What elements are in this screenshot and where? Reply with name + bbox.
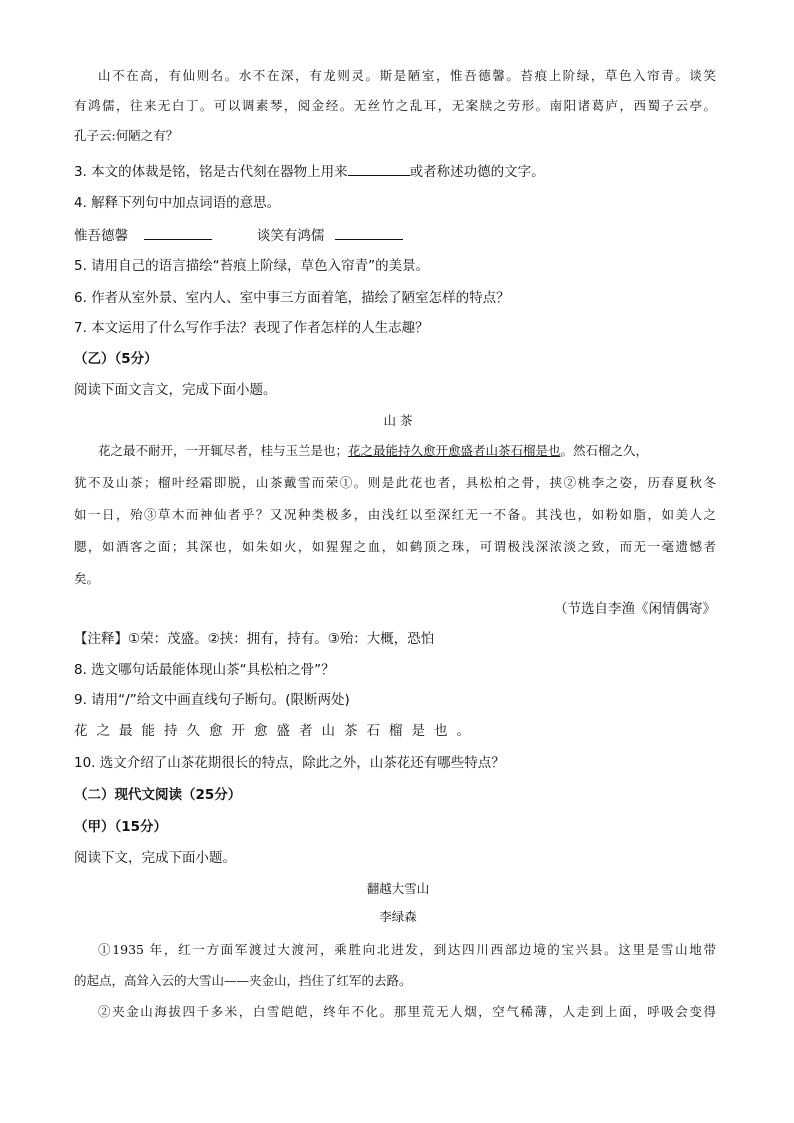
question-3 [74,161,722,182]
question-10: 10. 选文介绍了山茶花期很长的特点，除此之外，山茶花还有哪些特点？ [74,755,505,771]
passage-line-3: 如一日，殆③草木而神仙者乎？又况种类极多，由浅红以至深红无一不备。其浅也，如粉如脂，如美人之 [74,507,716,522]
answer-blank[interactable] [144,225,212,240]
answer-blank[interactable] [335,225,403,240]
question-9: 9. 请用“/”给文中画直线句子断句。(限断两处) [74,692,350,708]
question-6: 6. 作者从室外景、室内人、室中事三方面着笔，描绘了陋室怎样的特点？ [74,290,510,306]
jia-text-line-3: 孔子云:何陋之有？ [74,128,179,143]
passage-line-5: 矣。 [74,571,100,586]
question-4-item-1: 惟吾德馨 [74,228,128,244]
section-yi-instruction: 阅读下面文言文，完成下面小题。 [74,382,277,398]
jia-text-line-2: 有鸿儒，往来无白丁。可以调素琴，阅金经。无丝竹之乱耳，无案牍之劳形。南阳诸葛庐，西蜀子云亭。 [74,98,716,113]
passage-notes: 【注释】①荣：茂盛。②挟：拥有，持有。③殆：大概，恐怕 [74,631,435,647]
passage-line-4: 腮，如酒客之面；其深也，如朱如火，如猩猩之血，如鹤顶之珠，可谓极浅深浓淡之致，而无一毫遗憾者 [74,539,716,554]
section-yi-heading: （乙）（5分） [74,351,158,367]
passage-line-1-c: 。然石榴之久， [560,443,649,458]
question-5: 5. 请用自己的语言描绘“苔痕上阶绿，草色入帘青”的美景。 [74,258,430,274]
question-3-text-before: 3. 本文的体裁是铭，铭是古代刻在器物上用来 [74,164,348,180]
passage-line-1-a: 花之最不耐开，一开辄尽者，桂与玉兰是也； [98,443,349,458]
jia-text-line-1: 山不在高，有仙则名。水不在深，有龙则灵。斯是陋室，惟吾德馨。苔痕上阶绿，草色入帘青。谈笑 [98,68,716,83]
passage-source: （节选自李渔《闲情偶寄》 [554,601,716,617]
question-4: 4. 解释下列句中加点词语的意思。 [74,195,281,211]
article-p1-line-2: 的起点，高耸入云的大雪山——夹金山，挡住了红军的去路。 [74,973,412,988]
article-author: 李绿森 [379,909,417,924]
section-2-heading: （二）现代文阅读（25分） [74,787,242,803]
question-7: 7. 本文运用了什么写作手法？表现了作者怎样的人生志趣？ [74,320,429,336]
question-4-item-2: 谈笑有鸿儒 [256,228,325,244]
passage-line-2: 犹不及山茶；榴叶经霜即脱，山茶戴雪而荣①。则是此花也者，具松柏之骨，挟②桃李之姿，历春夏秋冬 [74,475,716,490]
underlined-sentence: 花之最能持久愈开愈盛者山茶石榴是也 [348,443,561,458]
passage-line-1 [98,441,716,461]
article-p2-line-1: ②夹金山海拔四千多米，白雪皑皑，终年不化。那里荒无人烟，空气稀薄，人走到上面，呼吸会变得 [98,1004,716,1019]
article-title: 翻越大雪山 [366,881,430,896]
question-3-text-after: 或者称述功德的文字。 [409,164,545,180]
question-4-items [74,225,722,246]
question-9-sentence: 花之最能持久愈开愈盛者山茶石榴是也。 [74,723,479,739]
section-2-jia-heading: （甲）（15分） [74,819,168,835]
passage-title: 山 茶 [383,413,413,428]
section-2-instruction: 阅读下文，完成下面小题。 [74,850,236,866]
answer-blank[interactable] [348,161,410,176]
question-8: 8. 选文哪句话最能体现山茶“具松柏之骨”？ [74,662,335,678]
article-p1-line-1: ①1935 年，红一方面军渡过大渡河，乘胜向北进发，到达四川西部边境的宝兴县。这里是雪山地带 [98,942,716,957]
